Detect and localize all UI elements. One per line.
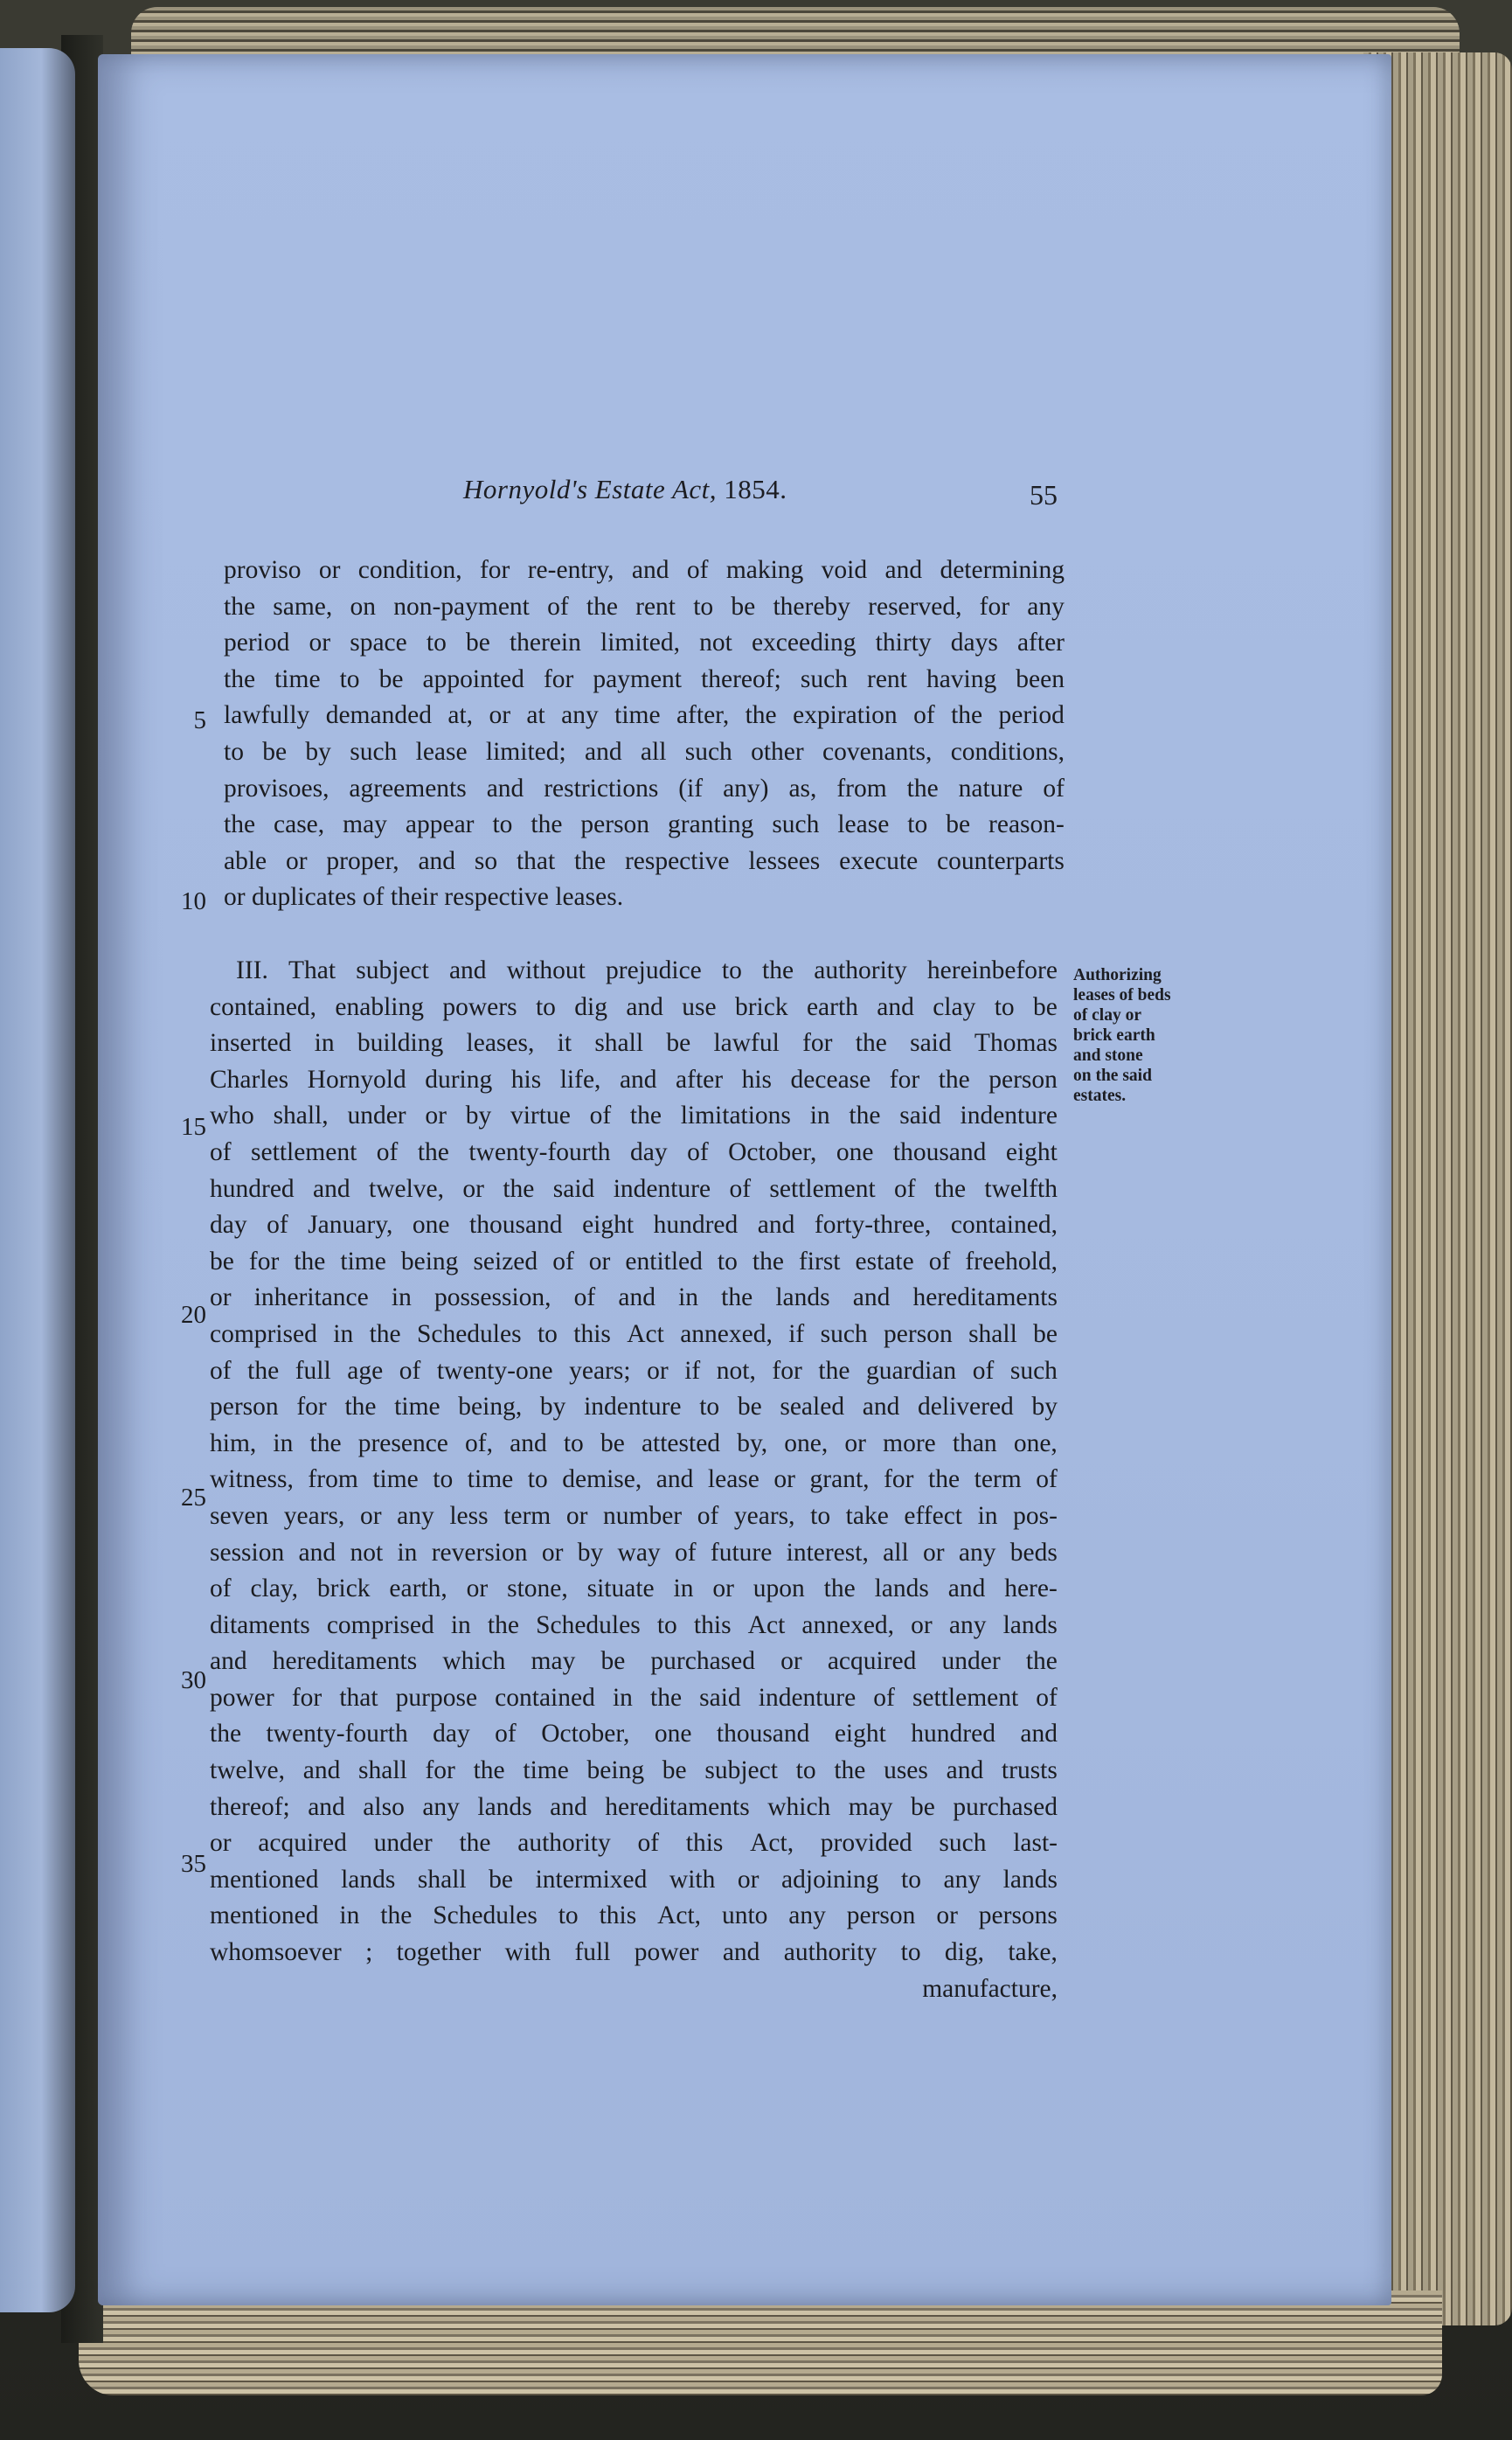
text-line: of clay, brick earth, or stone, situate in or upon the lands and here-	[210, 1575, 1058, 1603]
text-line: who shall, under or by virtue of the limitations in the said indenture	[210, 1102, 1058, 1130]
marginal-note-line: estates.	[1073, 1087, 1127, 1105]
text-line: mentioned in the Schedules to this Act, unto any person or persons	[210, 1901, 1058, 1930]
line-number: 10	[181, 887, 206, 915]
text-line: the case, may appear to the person granting such lease to be reason-	[224, 810, 1065, 839]
text-line: able or proper, and so that the respective lessees execute counterparts	[224, 846, 1065, 875]
line-number: 20	[181, 1301, 206, 1329]
text-line: to be by such lease limited; and all such other covenants, conditions,	[224, 737, 1065, 766]
act-title: Hornyold's Estate Act,	[463, 474, 717, 504]
line-number: 30	[181, 1666, 206, 1694]
text-line: Charles Hornyold during his life, and after his decease for the person	[210, 1065, 1058, 1094]
text-line: of settlement of the twenty-fourth day of October, one thousand eight	[210, 1137, 1058, 1166]
marginal-note	[1073, 965, 1204, 1106]
text-line: manufacture,	[922, 1974, 1058, 2003]
text-line: provisoes, agreements and restrictions (if any) as, from the nature of	[224, 774, 1065, 803]
text-line: and hereditaments which may be purchased or acquired under the	[210, 1647, 1058, 1676]
marginal-note-line: brick earth	[1073, 1026, 1155, 1045]
text-line: day of January, one thousand eight hundred and forty-three, contained,	[210, 1211, 1058, 1240]
page-number: 55	[1030, 479, 1058, 511]
text-line: or acquired under the authority of this Act, provided such last-	[210, 1829, 1058, 1858]
marginal-note-line: and stone	[1073, 1046, 1143, 1065]
text-line: him, in the presence of, and to be attested by, one, or more than one,	[210, 1429, 1058, 1457]
text-line: hundred and twelve, or the said indenture of settlement of the twelfth	[210, 1174, 1058, 1203]
text-line: or inheritance in possession, of and in the lands and hereditaments	[210, 1283, 1058, 1312]
line-number: 5	[193, 706, 206, 734]
marginal-note-line: on the said	[1073, 1067, 1152, 1085]
paragraph-continuation	[224, 553, 1065, 916]
text-line: seven years, or any less term or number of years, to take effect in pos-	[210, 1501, 1058, 1530]
text-line: comprised in the Schedules to this Act annexed, if such person shall be	[210, 1319, 1058, 1348]
page-stack-bottom-edge	[79, 2291, 1442, 2395]
text-line: person for the time being, by indenture to be sealed and delivered by	[210, 1393, 1058, 1422]
text-line: or duplicates of their respective leases.	[224, 883, 624, 912]
marginal-note-line: Authorizing	[1073, 966, 1162, 984]
line-number: 15	[181, 1113, 206, 1141]
text-line: of the full age of twenty-one years; or if not, for the guardian of such	[210, 1356, 1058, 1385]
text-line: be for the time being seized of or entitled to the first estate of freehold,	[210, 1247, 1058, 1276]
text-line: inserted in building leases, it shall be lawful for the said Thomas	[210, 1029, 1058, 1058]
text-line: twelve, and shall for the time being be subject to the uses and trusts	[210, 1756, 1058, 1785]
text-line: the same, on non-payment of the rent to be thereby reserved, for any	[224, 592, 1065, 621]
text-line: proviso or condition, for re-entry, and of making void and determining	[224, 556, 1065, 584]
facing-page-edge	[0, 48, 75, 2312]
text-line: power for that purpose contained in the said indenture of settlement of	[210, 1683, 1058, 1712]
text-line: lawfully demanded at, or at any time after, the expiration of the period	[224, 701, 1065, 730]
text-line: contained, enabling powers to dig and use brick earth and clay to be	[210, 992, 1058, 1021]
text-line: session and not in reversion or by way of future interest, all or any beds	[210, 1538, 1058, 1567]
text-line: ditaments comprised in the Schedules to this Act annexed, or any lands	[210, 1610, 1058, 1639]
running-head	[463, 474, 1075, 505]
text-line: III. That subject and without prejudice to the authority hereinbefore	[236, 956, 1058, 984]
marginal-note-line: leases of beds	[1073, 986, 1171, 1005]
text-line: whomsoever ; together with full power and authority to dig, take,	[210, 1938, 1058, 1967]
marginal-note-line: of clay or	[1073, 1006, 1141, 1025]
text-line: the time to be appointed for payment thereof; such rent having been	[224, 664, 1065, 693]
text-line: period or space to be therein limited, not exceeding thirty days after	[224, 629, 1065, 657]
line-number: 35	[181, 1850, 206, 1878]
text-line: thereof; and also any lands and hereditaments which may be purchased	[210, 1792, 1058, 1821]
text-line: the twenty-fourth day of October, one thousand eight hundred and	[210, 1720, 1058, 1748]
act-year: 1854.	[724, 474, 787, 504]
text-line: mentioned lands shall be intermixed with or adjoining to any lands	[210, 1865, 1058, 1894]
line-number: 25	[181, 1484, 206, 1512]
text-line: witness, from time to time to demise, and lease or grant, for the term of	[210, 1465, 1058, 1494]
paragraph-section-iii	[210, 953, 1058, 2007]
